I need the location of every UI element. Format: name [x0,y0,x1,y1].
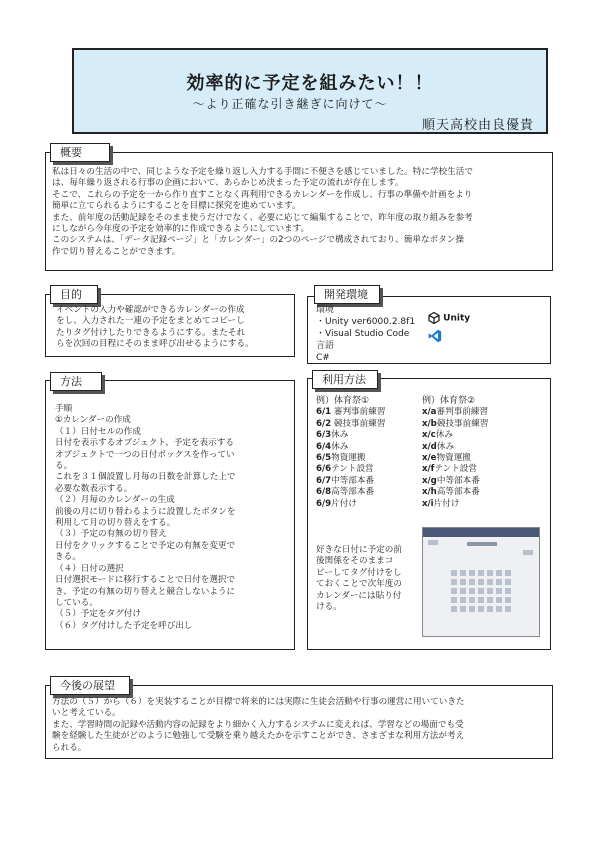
vscode-icon [428,329,442,343]
title-box [72,48,548,134]
usage-note-line: 好きな日付に予定の前 [316,545,402,555]
devenv-line: C# [316,353,330,363]
method-text [55,404,291,632]
overview-line: また、前年度の活動記録をそのまま使うだけでなく、必要に応じて編集することで、昨年度の取り組みを参考 [52,212,473,223]
purpose-label: 目的 [50,285,98,304]
calendar-day-cell [487,588,493,594]
overview-line: にしながら今年度の予定を効率的に作成できるようにしています。 [52,224,310,235]
calendar-day-cell [505,570,511,576]
method-line: き、予定の有無の切り替えと競合しないように [55,586,236,597]
calendar-day-cell [460,570,466,576]
calendar-day-cell [460,579,466,585]
method-line: ①カレンダーの作成 [55,415,131,426]
calendar-day-cell [460,606,466,612]
usage-note-line: ピーしてタグ付けをし [316,567,402,578]
usage-note-line: 後関係をそのままコ [316,556,394,567]
calendar-day-cell [496,579,502,585]
calendar-date-grid [423,528,541,638]
calendar-day-cell [487,597,493,603]
usage-example-item: 6/5物資運搬 [316,453,366,464]
usage-example-item: 6/3休み [316,430,349,441]
calendar-day-cell [478,606,484,612]
purpose-text [56,305,292,351]
unity-logo [428,312,470,324]
calendar-day-cell [451,597,457,603]
overview-line: そこで、これらの予定を一から作り直すことなく再利用できるカレンダーを作成し、行事の準備や計画をより [52,189,473,200]
calendar-day-cell [451,579,457,585]
purpose-line: イベントの入力や確認ができるカレンダーの作成 [56,305,245,315]
calendar-day-cell [478,597,484,603]
future-label: 今後の展望 [50,676,130,695]
calendar-day-cell [469,570,475,576]
future-text [52,697,552,754]
method-line: （１）日付セルの作成 [55,426,141,437]
usage-example-item: 6/1 審判事前練習 [316,407,386,418]
usage-note-line: カレンダーには貼り付 [316,590,402,601]
usage-example-heading: 例）体育祭① [316,396,370,406]
usage-example-item: 6/9片付け [316,498,357,509]
usage-example-item: 6/2 競技事前練習 [316,418,386,429]
method-line: （６）タグ付けした予定を呼び出し [55,620,193,631]
devenv-text [316,304,436,364]
devenv-label: 開発環境 [314,285,380,304]
calendar-day-cell [451,606,457,612]
method-line: 必要な数表示する。 [55,483,133,494]
calendar-day-cell [496,597,502,603]
calendar-day-cell [469,597,475,603]
future-line: 方法の（５）から（６）を実装することが目標で将来的には実際に生徒会活動や行事の運営に用いていきた [52,697,465,707]
overview-line: 私は日々の生活の中で、同じような予定を繰り返し入力する手間に不便さを感じていました。特に学校生活で [52,167,473,177]
calendar-day-cell [505,597,511,603]
usage-note [316,545,416,613]
method-line: 手順 [55,404,73,414]
overview-label: 概要 [50,143,110,162]
calendar-day-cell [496,570,502,576]
usage-example-item: 6/4休み [316,441,349,452]
calendar-day-cell [487,570,493,576]
usage-example-item: x/b競技事前練習 [422,418,489,429]
usage-note-line: ける。 [316,602,342,613]
usage-example-item: 6/6テント設営 [316,464,374,475]
calendar-day-cell [496,606,502,612]
future-line: られる。 [52,742,87,753]
calendar-day-cell [469,588,475,594]
usage-example-item: x/i片付け [422,498,460,509]
method-line: （２）月毎のカレンダーの生成 [55,495,175,506]
purpose-line: たりタグ付けしたりできるようにする。またそれ [56,327,246,338]
method-label: 方法 [50,372,102,391]
calendar-day-cell [469,579,475,585]
usage-example-heading: 例）体育祭② [422,396,476,406]
usage-example-item: x/a審判事前練習 [422,407,489,418]
calendar-day-cell [460,597,466,603]
author-name: 順天高校由良優貴 [421,118,534,133]
calendar-day-cell [487,579,493,585]
usage-example-item: x/e物資運搬 [422,453,471,464]
method-line: きる。 [55,552,81,563]
method-line: （４）日付の選択 [55,563,124,574]
usage-example-item: x/c休み [422,430,453,441]
devenv-line: ・Visual Studio Code [316,329,410,339]
method-line: 日付を表示するオブジェクト、予定を表示する [55,438,234,449]
devenv-line: 言語 [316,341,335,351]
usage-example-2 [422,396,542,510]
usage-example-item: 6/8高等部本番 [316,487,375,498]
method-line: している。 [55,597,98,608]
calendar-day-cell [478,579,484,585]
calendar-day-cell [469,606,475,612]
usage-example-item: x/d休み [422,441,455,452]
method-line: 利用して月の切り替えをする。 [55,518,176,529]
method-line: （５）予定をタグ付け [55,609,141,620]
method-line: 前後の月に切り替わるように設置したボタンを [55,506,236,517]
usage-example-item: x/h高等部本番 [422,487,480,498]
devenv-line: ・Unity ver6000.2.8f1 [316,317,416,327]
devenv-line: 環境 [316,305,335,315]
method-line: （３）予定の有無の切り替え [55,529,167,540]
vscode-logo [428,328,442,347]
method-line: これを３１個設置し月毎の日数を計算した上で [55,472,236,483]
calendar-day-cell [478,588,484,594]
overview-line: は、毎年繰り返される行事の企画において、あらかじめ決まった予定の流れが存在します。 [52,178,404,189]
calendar-day-cell [496,588,502,594]
calendar-day-cell [487,606,493,612]
method-line: る。 [55,461,73,472]
purpose-line: らを次回の目程にそのまま呼び出せるようにする。 [56,339,254,350]
method-line: オブジェクトで一つの日付ボックスを作ってい [55,449,235,460]
purpose-line: をし、入力された一連の予定をまとめてコピーし [56,316,245,327]
usage-example-item: x/g中等部本番 [422,475,480,486]
unity-logo-text: Unity [443,313,471,324]
method-line: 日付をクリックすることで予定の有無を変更で [55,540,236,551]
future-line: 験を経験した生徒がどのように勉強して受験を乗り越えたかを示すことができ、さまざまな利用方法が考え [52,731,465,742]
usage-label: 利用方法 [312,370,378,389]
usage-example-1 [316,396,422,510]
overview-line: 簡単に立てられるようにすることを目標に探究を進めています。 [52,201,301,212]
usage-example-item: 6/7中等部本番 [316,475,375,486]
usage-note-line: ておくことで次年度の [316,579,402,590]
calendar-day-cell [460,588,466,594]
calendar-day-cell [505,579,511,585]
unity-icon [428,312,440,324]
calendar-day-cell [451,588,457,594]
overview-line: このシステムは、「データ記録ページ」と「カレンダー」の2つのページで構成されており、簡単なボタン操 [52,235,464,246]
calendar-day-cell [505,606,511,612]
page-title: 効率的に予定を組みたい！！ [186,73,434,94]
calendar-day-cell [478,570,484,576]
overview-text [52,167,552,258]
calendar-day-cell [505,588,511,594]
future-line: また、学習時間の記録や活動内容の記録をより細かく入力するシステムに変えれば、学習などの場面でも受 [52,719,464,730]
future-line: いと考えている。 [52,708,121,719]
page-subtitle: 〜より正確な引き継ぎに向けて〜 [192,97,388,111]
calendar-screenshot [422,527,540,637]
usage-example-item: x/fテント設営 [422,464,477,475]
calendar-day-cell [451,570,457,576]
overview-line: 作で切り替えることができます。 [52,246,181,257]
method-line: 日付選択モードに移行することで日付を選択で [55,575,236,586]
